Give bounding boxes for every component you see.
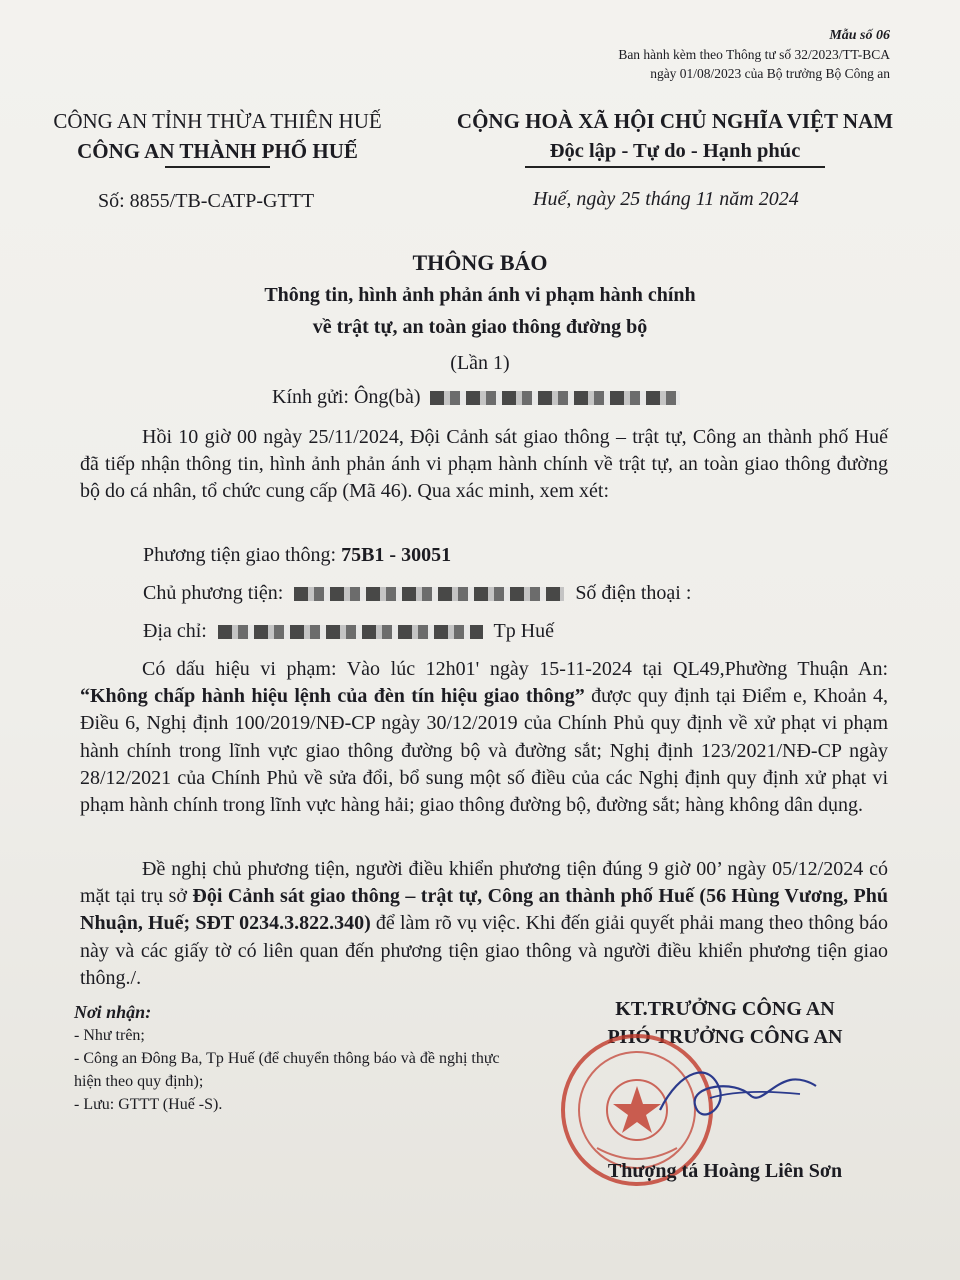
violation-text-2: được quy định tại Điểm e, Khoản 4, Điều 6, Nghị định 100/2019/NĐ-CP ngày 30/12/2019 của Chính Phủ quy định về xử phạt vi phạm hành chính trong lĩnh vực giao thông đường bộ và đường sắt; Nghị định 123/2021/NĐ-CP ngày 28/12/2021 của Chính Phủ về sửa đổi, bổ sung một số điều của các Nghị định quy định xử phạt vi phạm hành chính trong lĩnh vực hàng hải; giao thông đường bộ, đường sắt; hàng không dân dụng. (80, 685, 888, 817)
address-line (143, 618, 554, 645)
paragraph-request (80, 856, 888, 992)
request-text-2: để làm rõ vụ việc. Khi đến giải quyết phải mang theo thông báo này và các giấy tờ có liên quan đến phương tiện giao thông và người điều khiển phương tiện giao thông./. (80, 912, 889, 989)
doc-title: THÔNG BÁO (412, 250, 548, 275)
agency-line1: CÔNG AN TỈNH THỪA THIÊN HUẾ (53, 109, 382, 133)
nation-line2: Độc lập - Tự do - Hạnh phúc (549, 140, 801, 162)
signature-title-2: PHÓ TRƯỞNG CÔNG AN (607, 1026, 843, 1048)
redacted-name (430, 391, 680, 405)
paragraph-intro: Hồi 10 giờ 00 ngày 25/11/2024, Đội Cảnh sát giao thông – trật tự, Công an thành phố Huế đã tiếp nhận thông tin, hình ảnh phản ánh vi phạm hành chính về trật tự, an toàn giao thông đường bộ do cá nhân, tổ chức cung cấp (Mã 46). Qua xác minh, xem xét: (80, 426, 888, 503)
vehicle-label: Phương tiện giao thông: (143, 544, 342, 566)
address-tail: Tp Huế (493, 620, 555, 642)
owner-line (143, 580, 691, 607)
form-note-title: Mẫu số 06 (829, 28, 890, 43)
signer-name: Thượng tá Hoàng Liên Sơn (607, 1160, 843, 1182)
recipient-item: - Công an Đông Ba, Tp Huế (để chuyển thông báo và đề nghị thực hiện theo quy định); (74, 1050, 500, 1090)
violation-text-1: Có dấu hiệu vi phạm: Vào lúc 12h01' ngày 15-11-2024 tại QL49,Phường Thuận An: (142, 658, 888, 680)
doc-subtitle-1: Thông tin, hình ảnh phản ánh vi phạm hành chính (264, 284, 696, 306)
recipient-item: - Như trên; (74, 1027, 145, 1044)
recipients-block (74, 1001, 534, 1116)
notice-count: (Lần 1) (450, 352, 510, 374)
handwritten-signature-icon (640, 1050, 820, 1140)
agency-line2: CÔNG AN THÀNH PHỐ HUẾ (77, 139, 358, 163)
redacted-address (218, 625, 483, 639)
form-note-line2: ngày 01/08/2023 của Bộ trưởng Bộ Công an (650, 66, 890, 81)
vehicle-line (143, 542, 451, 569)
doc-subtitle-2: về trật tự, an toàn giao thông đường bộ (312, 316, 648, 338)
place-date: Huế, ngày 25 tháng 11 năm 2024 (533, 188, 799, 210)
recipients-title: Nơi nhận: (74, 1002, 152, 1022)
request-text-1: Đề nghị chủ phương tiện, người điều khiển phương tiện đúng 9 giờ 00’ ngày 05/12/2024 có mặt tại trụ sở (80, 858, 888, 908)
vehicle-plate: 75B1 - 30051 (341, 544, 452, 566)
form-note (560, 26, 890, 83)
address-label: Địa chỉ: (143, 620, 207, 642)
request-highlight: Đội Cảnh sát giao thông – trật tự, Công an thành phố Huế (56 Hùng Vương, Phú Nhuận, Huế; SĐT 0234.3.822.340) (80, 885, 889, 935)
agency-header (30, 106, 405, 168)
greeting-label: Kính gửi: Ông(bà) (272, 386, 421, 408)
paragraph-violation (80, 656, 888, 819)
doc-number: Số: 8855/TB-CATP-GTTT (98, 190, 315, 212)
violation-highlight: “Không chấp hành hiệu lệnh của đèn tín hiệu giao thông” (80, 685, 585, 708)
owner-label: Chủ phương tiện: (143, 582, 284, 604)
recipient-item: - Lưu: GTTT (Huế -S). (74, 1096, 223, 1113)
phone-label: Số điện thoại : (575, 582, 692, 604)
signature-title-1: KT.TRƯỞNG CÔNG AN (615, 998, 835, 1020)
nation-line1: CỘNG HOÀ XÃ HỘI CHỦ NGHĨA VIỆT NAM (456, 109, 894, 133)
greeting (272, 384, 680, 411)
form-note-line1: Ban hành kèm theo Thông tư số 32/2023/TT-BCA (618, 47, 890, 62)
nation-header (430, 106, 920, 168)
redacted-owner (294, 587, 564, 601)
